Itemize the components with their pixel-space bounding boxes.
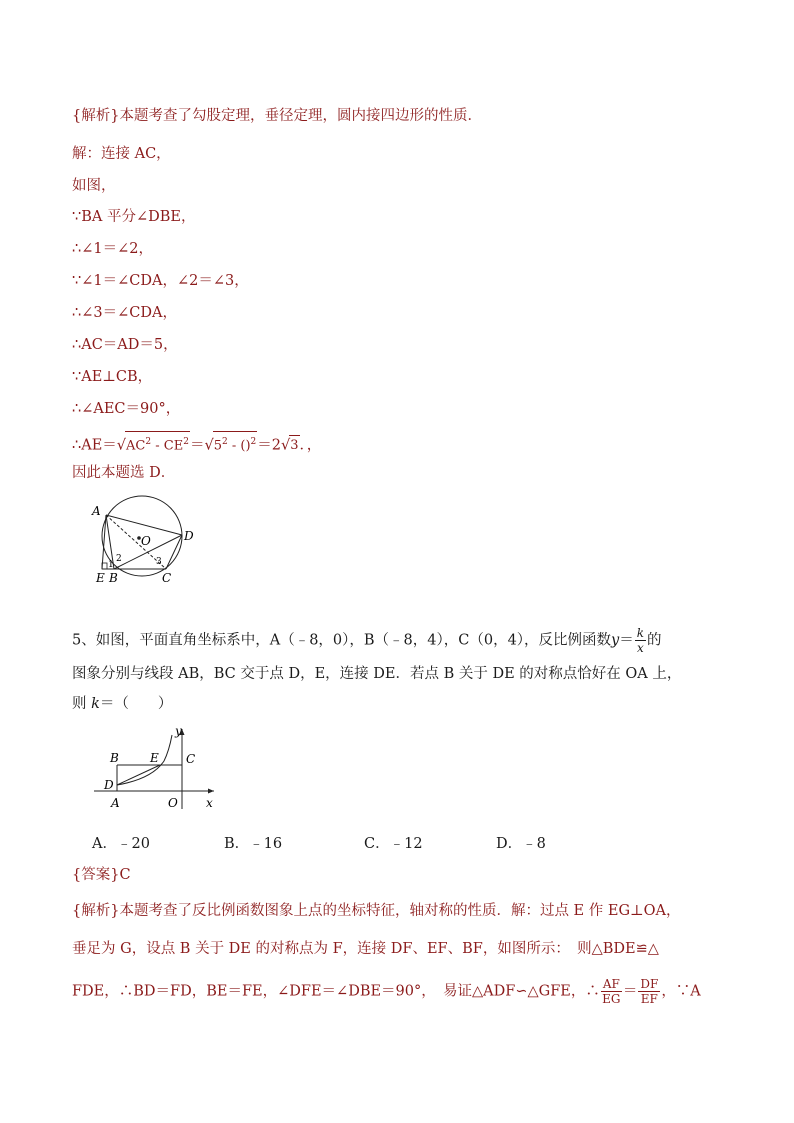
- ae-rad2: 5: [213, 438, 222, 454]
- frac1-num: AF: [602, 977, 620, 991]
- ae-mid2: - (): [227, 438, 251, 454]
- label-x: x: [206, 796, 213, 810]
- q4-step-7: ∴AC＝AD＝5，: [72, 337, 178, 353]
- ae-radicand-2: [213, 431, 258, 456]
- label-angle-3: 3: [156, 557, 162, 567]
- choice-d[interactable]: D．﹣8: [496, 836, 546, 852]
- q5-line-1-end: 的: [647, 632, 662, 649]
- hyperbola-curve: [117, 735, 172, 785]
- q4-step-2: 如图，: [72, 178, 116, 194]
- q4-step-8: ∵AE⊥CB，: [72, 369, 153, 385]
- radical-icon: √: [204, 437, 214, 454]
- q5-analysis-3-pre: FDE，∴BD＝FD，BE＝FE，∠DFE＝∠DBE＝90°， 易证△ADF∽△GFE，∴: [72, 983, 600, 1000]
- ae-rad3: 3: [289, 435, 299, 456]
- fraction-df-ef: [638, 977, 660, 1006]
- q4-step-9: ∴∠AEC＝90°，: [72, 401, 181, 417]
- label-b: B: [110, 751, 119, 765]
- q4-step-6: ∴∠3＝∠CDA，: [72, 305, 177, 321]
- q5-analysis-1: {解析}本题考查了反比例函数图象上点的坐标特征，轴对称的性质．解：过点 E 作 EG⊥OA，: [72, 903, 681, 919]
- q4-circle-figure: [88, 493, 200, 588]
- q4-analysis: {解析}本题考查了勾股定理，垂径定理，圆内接四边形的性质．: [72, 108, 482, 124]
- label-a: A: [92, 504, 101, 518]
- segment-de: [117, 765, 160, 785]
- q5-k: k: [91, 696, 100, 712]
- label-o: O: [168, 796, 178, 810]
- func-num: k: [636, 626, 645, 640]
- ae-sup4: 2: [250, 437, 257, 447]
- label-y: y: [175, 724, 182, 738]
- frac1-den: EG: [602, 992, 621, 1006]
- q5-line-1-text: 5、如图，平面直角坐标系中，A（﹣8，0），B（﹣8，4），C（0，4），反比例函数: [72, 632, 612, 649]
- q4-step-4: ∴∠1＝∠2，: [72, 241, 153, 257]
- segment-cd: [166, 535, 182, 569]
- frac2-den: EF: [640, 992, 658, 1006]
- q4-step-3: ∵BA 平分∠DBE，: [72, 209, 196, 225]
- label-e: E: [96, 571, 105, 585]
- frac-eq: ＝: [622, 983, 638, 1000]
- q4-step-5: ∵∠1＝∠CDA，∠2＝∠3，: [72, 273, 249, 289]
- ae-eq2: ＝2: [257, 437, 281, 454]
- ae-sup1: 2: [145, 437, 152, 447]
- label-e: E: [150, 751, 159, 765]
- q5-analysis-3-post: ，∵A: [661, 983, 701, 1000]
- label-a: A: [111, 796, 120, 810]
- label-c: C: [162, 571, 172, 585]
- frac2-num: DF: [640, 977, 659, 991]
- q4-step-1: 解：连接 AC，: [72, 146, 171, 162]
- ae-tail: ．，: [299, 437, 322, 454]
- choice-a[interactable]: A．﹣20: [92, 836, 150, 852]
- ae-mid1: - CE: [151, 438, 184, 454]
- q5-line-1: [72, 626, 662, 655]
- ae-eq: ＝: [189, 437, 205, 454]
- q5-coordinate-figure: [92, 723, 222, 813]
- choice-c[interactable]: C．﹣12: [364, 836, 423, 852]
- label-c: C: [186, 752, 196, 766]
- q5-analysis-2: 垂足为 G，设点 B 关于 DE 的对称点为 F，连接 DF、EF、BF，如图所示： 则△BDE≌△: [72, 941, 659, 957]
- label-b: B: [109, 571, 118, 585]
- func-eq: ＝: [619, 632, 634, 649]
- radical-icon: √: [281, 437, 291, 454]
- label-d: D: [184, 529, 194, 543]
- label-o: O: [141, 534, 151, 548]
- ae-sup2: 2: [183, 437, 189, 447]
- q5-answer: {答案}C: [72, 867, 131, 883]
- func-den: x: [637, 641, 644, 655]
- q4-conclusion: 因此本题选 D．: [72, 465, 176, 481]
- choice-b[interactable]: B．﹣16: [224, 836, 283, 852]
- ae-rad1: AC: [126, 438, 146, 454]
- ae-radicand-1: [125, 431, 190, 456]
- label-angle-1: 1: [108, 560, 114, 570]
- q5-line-2: 图象分别与线段 AB，BC 交于点 D，E，连接 DE．若点 B 关于 DE 的对称点恰好在 OA 上，: [72, 666, 682, 682]
- func-y: y: [611, 632, 620, 649]
- label-d: D: [104, 778, 114, 792]
- func-fraction: [635, 626, 646, 655]
- fraction-af-eg: [601, 977, 622, 1006]
- q5-line-3: [72, 694, 172, 714]
- q4-ae-formula: [72, 431, 321, 456]
- q5-line-3-post: ＝（ ）: [99, 696, 173, 712]
- x-arrow-icon: [208, 789, 214, 794]
- ae-prefix: ∴AE＝: [72, 437, 117, 454]
- q5-analysis-3: [72, 977, 701, 1006]
- ae-sup3: 2: [221, 437, 228, 447]
- label-angle-2: 2: [116, 554, 122, 564]
- q5-line-3-pre: 则: [72, 696, 92, 712]
- radical-icon: √: [116, 437, 127, 454]
